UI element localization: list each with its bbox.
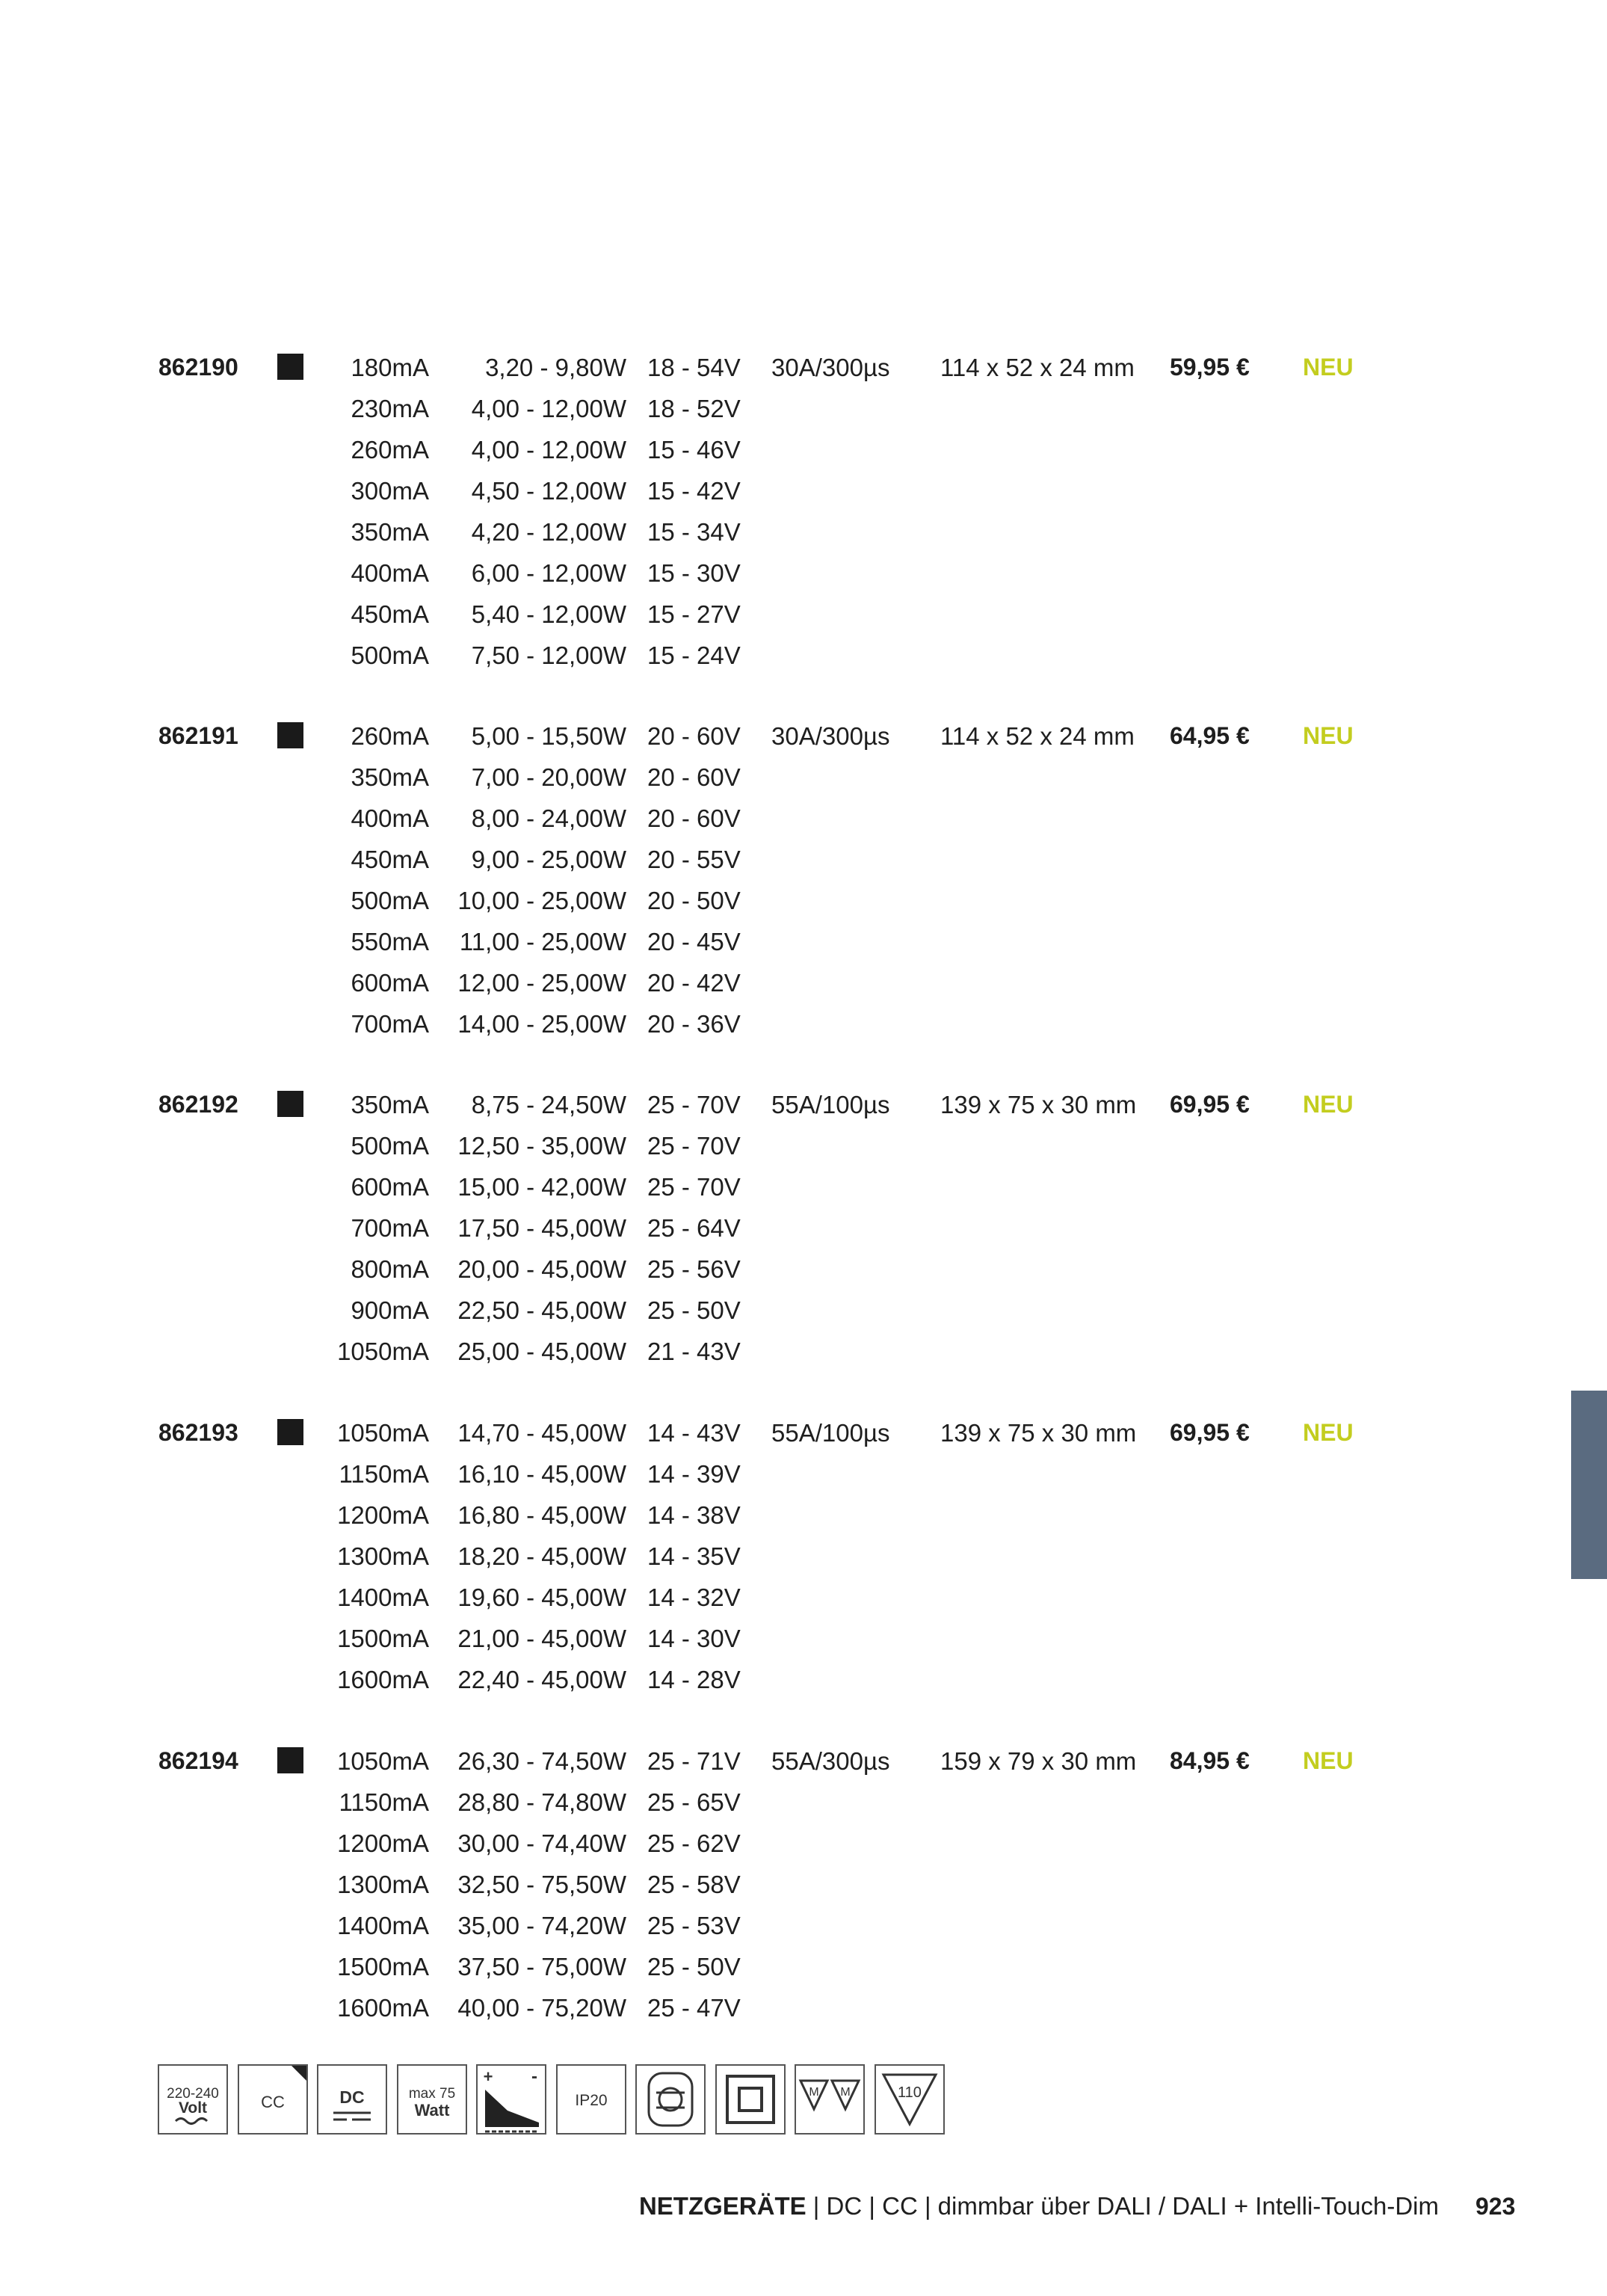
icon-label: 110	[898, 2084, 922, 2101]
dimensions: 139 x 75 x 30 mm	[940, 1091, 1137, 1118]
inrush-current: 55A/100µs	[771, 1091, 890, 1118]
output-current: 1050mA	[337, 1419, 429, 1447]
spec-row	[0, 757, 1607, 798]
spec-row	[0, 1905, 1607, 1946]
spec-row	[0, 1864, 1607, 1905]
output-voltage: 20 - 60V	[647, 722, 741, 750]
output-voltage: 25 - 62V	[647, 1829, 741, 1857]
product-group	[0, 715, 1607, 1044]
dimensions: 114 x 52 x 24 mm	[940, 354, 1135, 381]
spec-row	[0, 1453, 1607, 1495]
spec-row	[0, 798, 1607, 839]
output-current: 700mA	[351, 1214, 429, 1242]
output-power: 16,10 - 45,00W	[457, 1460, 626, 1488]
spec-row	[0, 1290, 1607, 1331]
inrush-current: 55A/300µs	[771, 1747, 890, 1775]
output-voltage: 14 - 32V	[647, 1583, 741, 1611]
output-current: 1300mA	[337, 1542, 429, 1570]
output-current: 450mA	[351, 846, 429, 873]
output-power: 14,00 - 25,00W	[457, 1010, 626, 1038]
output-voltage: 20 - 45V	[647, 928, 741, 955]
output-voltage: 15 - 24V	[647, 641, 741, 669]
output-power: 10,00 - 25,00W	[457, 887, 626, 914]
output-power: 21,00 - 45,00W	[457, 1625, 626, 1652]
output-voltage: 25 - 50V	[647, 1296, 741, 1324]
article-number: 862191	[158, 722, 238, 749]
spec-row	[0, 715, 1607, 757]
output-current: 500mA	[351, 1132, 429, 1160]
output-voltage: 20 - 42V	[647, 969, 741, 997]
output-power: 16,80 - 45,00W	[457, 1501, 626, 1529]
spec-row	[0, 347, 1607, 388]
page-number: 923	[1475, 2193, 1516, 2220]
max-watt-icon	[397, 2064, 467, 2135]
output-power: 17,50 - 45,00W	[457, 1214, 626, 1242]
price: 64,95 €	[1170, 722, 1250, 749]
chapter-side-tab	[1571, 1391, 1607, 1579]
output-voltage: 15 - 34V	[647, 518, 741, 546]
output-power: 19,60 - 45,00W	[457, 1583, 626, 1611]
icon-label: CC	[261, 2093, 285, 2111]
spec-row	[0, 1125, 1607, 1166]
output-power: 4,00 - 12,00W	[471, 436, 626, 464]
article-number: 862194	[158, 1747, 238, 1774]
output-voltage: 15 - 46V	[647, 436, 741, 464]
spec-row	[0, 1084, 1607, 1125]
output-current: 1600mA	[337, 1666, 429, 1693]
article-number: 862192	[158, 1091, 238, 1118]
dimensions: 159 x 79 x 30 mm	[940, 1747, 1137, 1775]
output-current: 500mA	[351, 641, 429, 669]
output-current: 180mA	[351, 354, 429, 381]
output-voltage: 25 - 70V	[647, 1173, 741, 1201]
spec-row	[0, 429, 1607, 470]
spec-row	[0, 962, 1607, 1003]
product-group	[0, 347, 1607, 676]
output-current: 800mA	[351, 1255, 429, 1283]
output-voltage: 25 - 47V	[647, 1994, 741, 2022]
output-power: 7,00 - 20,00W	[471, 763, 626, 791]
spec-row	[0, 921, 1607, 962]
output-power: 35,00 - 74,20W	[457, 1912, 626, 1939]
output-power: 12,50 - 35,00W	[457, 1132, 626, 1160]
output-power: 11,00 - 25,00W	[459, 928, 626, 955]
output-power: 18,20 - 45,00W	[457, 1542, 626, 1570]
output-power: 28,80 - 74,80W	[457, 1788, 626, 1816]
furniture-mark-mm-icon	[795, 2064, 865, 2135]
output-current: 1500mA	[337, 1625, 429, 1652]
dimensions: 139 x 75 x 30 mm	[940, 1419, 1137, 1447]
output-voltage: 15 - 27V	[647, 600, 741, 628]
output-voltage: 18 - 54V	[647, 354, 741, 381]
output-voltage: 20 - 60V	[647, 804, 741, 832]
icon-label: Volt	[178, 2099, 208, 2117]
output-power: 4,20 - 12,00W	[471, 518, 626, 546]
output-current: 400mA	[351, 804, 429, 832]
output-power: 37,50 - 75,00W	[457, 1953, 626, 1980]
price: 69,95 €	[1170, 1091, 1250, 1118]
icon-label: -	[531, 2066, 537, 2087]
spec-row	[0, 1412, 1607, 1453]
output-current: 1400mA	[337, 1912, 429, 1939]
output-voltage: 25 - 70V	[647, 1132, 741, 1160]
spec-row	[0, 1207, 1607, 1249]
spec-row	[0, 1741, 1607, 1782]
price: 69,95 €	[1170, 1419, 1250, 1446]
output-power: 25,00 - 45,00W	[457, 1338, 626, 1365]
output-voltage: 14 - 30V	[647, 1625, 741, 1652]
output-voltage: 25 - 56V	[647, 1255, 741, 1283]
icon-label: DC	[339, 2087, 365, 2107]
protection-class-2-icon	[635, 2064, 706, 2135]
output-power: 22,50 - 45,00W	[457, 1296, 626, 1324]
product-group	[0, 1741, 1607, 2069]
output-voltage: 20 - 55V	[647, 846, 741, 873]
temperature-110-icon	[875, 2064, 945, 2135]
voltage-220-240-icon	[158, 2064, 228, 2135]
output-power: 7,50 - 12,00W	[471, 641, 626, 669]
new-badge: NEU	[1303, 1747, 1354, 1774]
dimensions: 114 x 52 x 24 mm	[940, 722, 1135, 750]
output-current: 260mA	[351, 722, 429, 750]
output-current: 1400mA	[337, 1583, 429, 1611]
output-current: 900mA	[351, 1296, 429, 1324]
price: 59,95 €	[1170, 354, 1250, 381]
spec-row	[0, 1618, 1607, 1659]
spec-row	[0, 1331, 1607, 1372]
output-power: 4,50 - 12,00W	[471, 477, 626, 505]
spec-row	[0, 553, 1607, 594]
icon-label: max 75	[408, 2086, 456, 2102]
safety-isolating-transformer-icon	[715, 2064, 786, 2135]
output-power: 12,00 - 25,00W	[457, 969, 626, 997]
spec-row	[0, 1249, 1607, 1290]
inrush-current: 55A/100µs	[771, 1419, 890, 1447]
dimmable-icon	[476, 2064, 546, 2135]
footer-title-bold: NETZGERÄTE	[638, 2192, 806, 2220]
output-current: 350mA	[351, 763, 429, 791]
article-number: 862190	[158, 354, 238, 381]
output-voltage: 25 - 58V	[647, 1871, 741, 1898]
output-current: 500mA	[351, 887, 429, 914]
output-power: 15,00 - 42,00W	[457, 1173, 626, 1201]
icon-label: Watt	[414, 2101, 450, 2120]
new-badge: NEU	[1303, 722, 1354, 749]
output-current: 1150mA	[339, 1788, 429, 1816]
output-voltage: 20 - 50V	[647, 887, 741, 914]
output-voltage: 25 - 53V	[647, 1912, 741, 1939]
output-current: 1200mA	[337, 1501, 429, 1529]
output-current: 1600mA	[337, 1994, 429, 2022]
new-badge: NEU	[1303, 1091, 1354, 1118]
output-voltage: 20 - 60V	[647, 763, 741, 791]
output-power: 32,50 - 75,50W	[457, 1871, 626, 1898]
spec-row	[0, 1166, 1607, 1207]
output-voltage: 25 - 71V	[647, 1747, 741, 1775]
output-voltage: 18 - 52V	[647, 395, 741, 422]
output-voltage: 14 - 28V	[647, 1666, 741, 1693]
output-power: 8,00 - 24,00W	[471, 804, 626, 832]
output-current: 1200mA	[337, 1829, 429, 1857]
output-current: 260mA	[351, 436, 429, 464]
output-voltage: 21 - 43V	[647, 1338, 741, 1365]
constant-current-icon	[238, 2064, 308, 2135]
output-current: 1300mA	[337, 1871, 429, 1898]
output-power: 9,00 - 25,00W	[471, 846, 626, 873]
spec-row	[0, 1823, 1607, 1864]
output-current: 400mA	[351, 559, 429, 587]
output-voltage: 25 - 65V	[647, 1788, 741, 1816]
output-current: 700mA	[351, 1010, 429, 1038]
dc-output-icon	[317, 2064, 387, 2135]
output-current: 350mA	[351, 518, 429, 546]
output-current: 1050mA	[337, 1338, 429, 1365]
spec-row	[0, 388, 1607, 429]
footer-chapter-title	[639, 2191, 1439, 2222]
output-voltage: 14 - 39V	[647, 1460, 741, 1488]
icon-label: +	[483, 2067, 493, 2086]
spec-row	[0, 470, 1607, 511]
output-power: 14,70 - 45,00W	[457, 1419, 626, 1447]
output-voltage: 25 - 50V	[647, 1953, 741, 1980]
output-current: 450mA	[351, 600, 429, 628]
output-current: 600mA	[351, 1173, 429, 1201]
output-voltage: 15 - 30V	[647, 559, 741, 587]
article-number: 862193	[158, 1419, 238, 1446]
ip20-icon	[556, 2064, 626, 2135]
output-power: 5,40 - 12,00W	[471, 600, 626, 628]
output-power: 30,00 - 74,40W	[457, 1829, 626, 1857]
output-power: 40,00 - 75,20W	[457, 1994, 626, 2022]
output-voltage: 20 - 36V	[647, 1010, 741, 1038]
output-current: 230mA	[351, 395, 429, 422]
output-power: 26,30 - 74,50W	[457, 1747, 626, 1775]
output-current: 1150mA	[339, 1460, 429, 1488]
inrush-current: 30A/300µs	[771, 354, 890, 381]
output-voltage: 25 - 64V	[647, 1214, 741, 1242]
output-power: 8,75 - 24,50W	[471, 1091, 626, 1118]
output-power: 6,00 - 12,00W	[471, 559, 626, 587]
spec-row	[0, 1987, 1607, 2028]
spec-row	[0, 1003, 1607, 1044]
icon-label: 220-240	[167, 2086, 219, 2102]
output-current: 1050mA	[337, 1747, 429, 1775]
icon-label: M	[840, 2086, 851, 2099]
product-group	[0, 1084, 1607, 1413]
output-voltage: 14 - 35V	[647, 1542, 741, 1570]
spec-row	[0, 880, 1607, 921]
output-current: 350mA	[351, 1091, 429, 1118]
inrush-current: 30A/300µs	[771, 722, 890, 750]
spec-row	[0, 839, 1607, 880]
output-power: 3,20 - 9,80W	[485, 354, 626, 381]
output-power: 5,00 - 15,50W	[471, 722, 626, 750]
spec-row	[0, 635, 1607, 676]
price: 84,95 €	[1170, 1747, 1250, 1774]
spec-row	[0, 1659, 1607, 1700]
output-voltage: 14 - 38V	[647, 1501, 741, 1529]
spec-row	[0, 1782, 1607, 1823]
output-voltage: 14 - 43V	[647, 1419, 741, 1447]
product-group	[0, 1412, 1607, 1741]
spec-row	[0, 1536, 1607, 1577]
spec-row	[0, 594, 1607, 635]
new-badge: NEU	[1303, 354, 1354, 381]
icon-label: M	[809, 2086, 819, 2099]
spec-row	[0, 511, 1607, 553]
output-power: 4,00 - 12,00W	[471, 395, 626, 422]
output-current: 300mA	[351, 477, 429, 505]
spec-row	[0, 1577, 1607, 1618]
new-badge: NEU	[1303, 1419, 1354, 1446]
output-current: 1500mA	[337, 1953, 429, 1980]
output-power: 22,40 - 45,00W	[457, 1666, 626, 1693]
output-current: 550mA	[351, 928, 429, 955]
spec-row	[0, 1495, 1607, 1536]
icon-label: IP20	[575, 2092, 608, 2109]
output-voltage: 15 - 42V	[647, 477, 741, 505]
footer-title-rest: | DC | CC | dimmbar über DALI / DALI + Intelli-Touch-Dim	[806, 2192, 1439, 2220]
output-current: 600mA	[351, 969, 429, 997]
output-power: 20,00 - 45,00W	[457, 1255, 626, 1283]
output-voltage: 25 - 70V	[647, 1091, 741, 1118]
spec-row	[0, 1946, 1607, 1987]
